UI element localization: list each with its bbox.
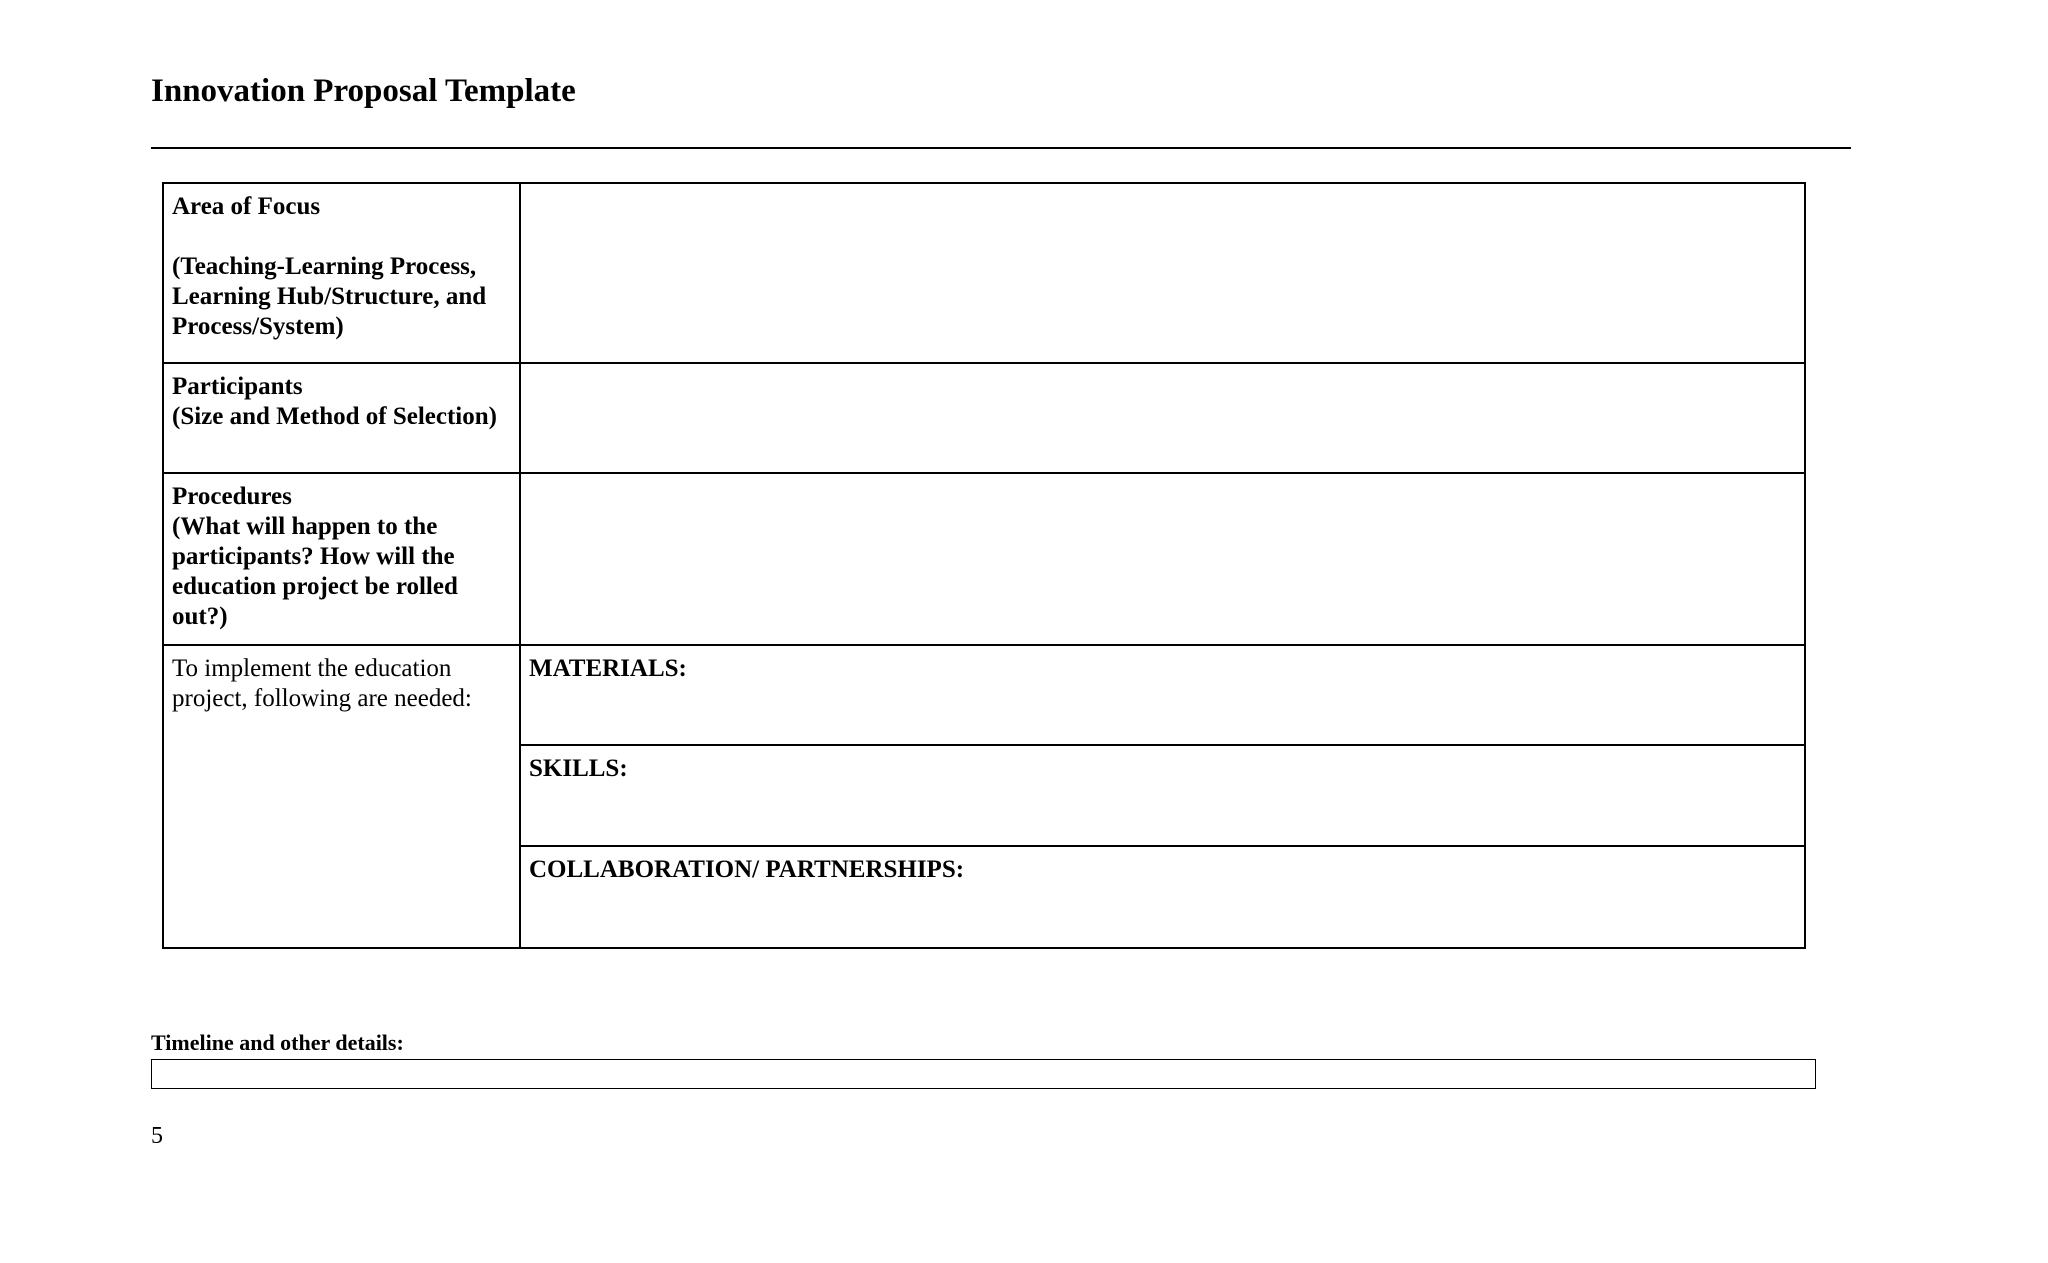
requirements-label: To implement the education project, following are needed: bbox=[172, 655, 472, 712]
page-title: Innovation Proposal Template bbox=[151, 73, 576, 109]
participants-label-cell bbox=[163, 363, 520, 473]
table-row-participants bbox=[163, 363, 1805, 473]
procedures-label-cell bbox=[163, 473, 520, 645]
proposal-table bbox=[162, 182, 1806, 949]
materials-label: MATERIALS: bbox=[529, 655, 687, 682]
area-of-focus-input[interactable] bbox=[520, 183, 1805, 363]
participants-input[interactable] bbox=[520, 363, 1805, 473]
page-number: 5 bbox=[151, 1123, 163, 1149]
participants-hint: (Size and Method of Selection) bbox=[172, 403, 497, 430]
procedures-input[interactable] bbox=[520, 473, 1805, 645]
procedures-label: Procedures bbox=[172, 483, 292, 510]
procedures-hint: (What will happen to the participants? How will the education project be rolled out?) bbox=[172, 513, 458, 630]
area-of-focus-hint: (Teaching-Learning Process, Learning Hub/Structure, and Process/System) bbox=[172, 253, 487, 340]
table-row-materials bbox=[163, 645, 1805, 745]
timeline-input[interactable] bbox=[151, 1059, 1816, 1089]
requirements-label-cell bbox=[163, 645, 520, 948]
collaboration-label: COLLABORATION/ PARTNERSHIPS: bbox=[529, 856, 965, 883]
table-row-procedures bbox=[163, 473, 1805, 645]
timeline-label: Timeline and other details: bbox=[151, 1030, 404, 1055]
skills-input[interactable] bbox=[520, 745, 1805, 846]
skills-label: SKILLS: bbox=[529, 755, 628, 782]
materials-input[interactable] bbox=[520, 645, 1805, 745]
area-of-focus-label: Area of Focus bbox=[172, 193, 321, 220]
title-divider bbox=[151, 147, 1851, 149]
collaboration-input[interactable] bbox=[520, 846, 1805, 948]
area-of-focus-label-cell bbox=[163, 183, 520, 363]
participants-label: Participants bbox=[172, 373, 303, 400]
table-row-area-of-focus bbox=[163, 183, 1805, 363]
